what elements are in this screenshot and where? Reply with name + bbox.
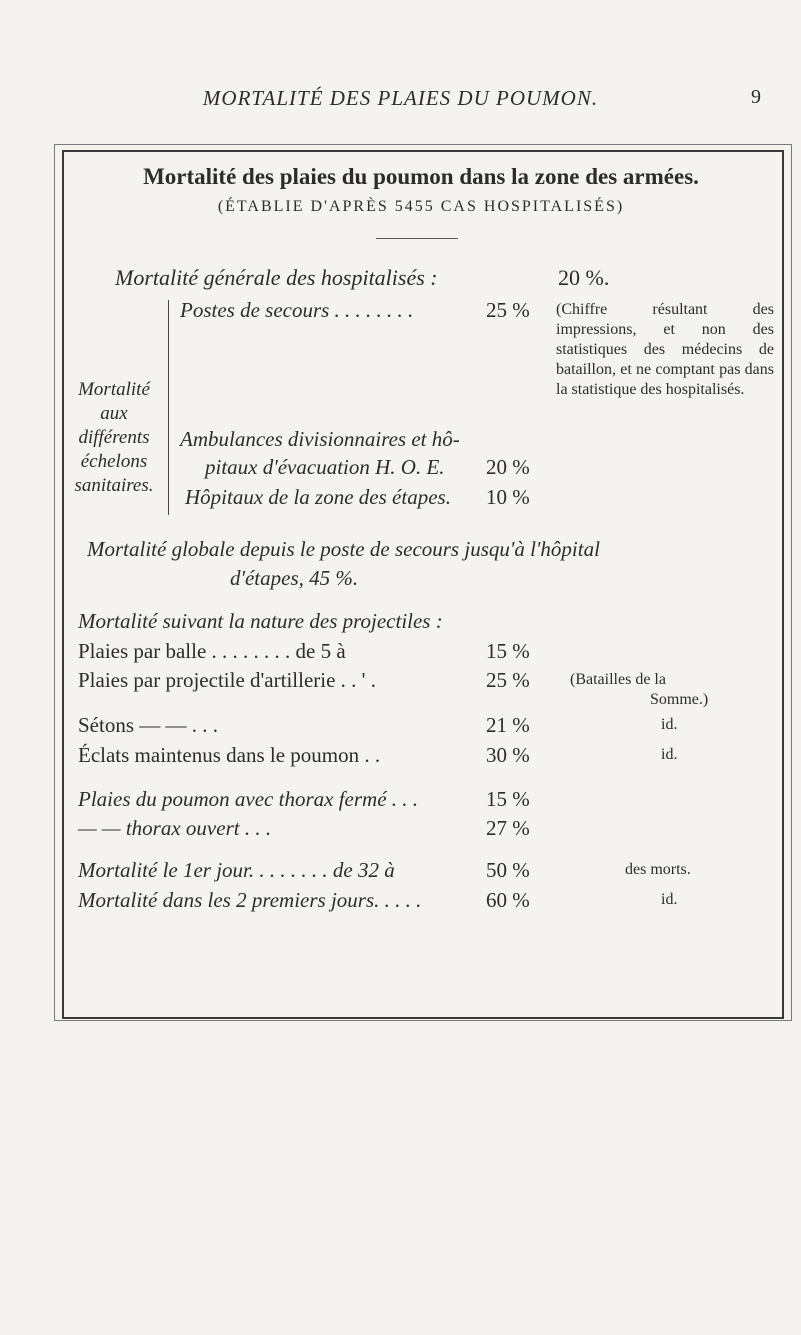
echelon-row-label: pitaux d'évacuation H. O. E. [205, 455, 445, 479]
global-line-1: Mortalité globale depuis le poste de secours jusqu'à l'hôpital [87, 537, 600, 561]
echelon-row-label: Postes de secours . . . . . . . . [180, 298, 414, 322]
echelons-label-line: différents [78, 427, 150, 448]
echelon-row-value: 10 % [486, 485, 530, 509]
echelons-label-line: sanitaires. [74, 475, 154, 496]
projectile-row-note: id. [661, 746, 678, 763]
echelon-row-label: Hôpitaux de la zone des étapes. [185, 485, 451, 509]
days-row-note: des morts. [625, 861, 691, 878]
days-row-label: Mortalité le 1er jour. . . . . . . . de 32 à [78, 858, 395, 882]
echelons-label [68, 378, 160, 498]
days-row-label: Mortalité dans les 2 premiers jours. . . . . [78, 888, 422, 912]
table-title: Mortalité des plaies du poumon dans la zone des armées. [143, 164, 699, 189]
projectile-row-value: 25 % [486, 668, 530, 692]
thorax-row-label: — — thorax ouvert . . . [78, 816, 272, 840]
projectile-row-value: 30 % [486, 743, 530, 767]
projectile-row-note: (Batailles de la [570, 671, 666, 688]
projectile-row-label: Éclats maintenus dans le poumon . . [78, 743, 381, 767]
table-subtitle: (ÉTABLIE D'APRÈS 5455 CAS HOSPITALISÉS) [217, 198, 625, 215]
brace [168, 300, 169, 515]
echelon-row-value: 25 % [486, 298, 530, 322]
thorax-row-label: Plaies du poumon avec thorax fermé . . . [78, 787, 419, 811]
days-row-value: 50 % [486, 858, 530, 882]
projectile-row-label: Sétons — — . . . [78, 713, 219, 737]
projectiles-heading: Mortalité suivant la nature des projectiles : [78, 609, 443, 633]
projectile-row-note: Somme.) [650, 691, 709, 708]
days-row-value: 60 % [486, 888, 530, 912]
projectile-row-value: 21 % [486, 713, 530, 737]
global-line-2: d'étapes, 45 %. [230, 566, 359, 590]
projectile-row-label: Plaies par projectile d'artillerie . . ' . [78, 668, 376, 692]
general-label: Mortalité générale des hospitalisés : [115, 265, 438, 290]
echelons-label-line: échelons [80, 451, 148, 472]
days-row-note: id. [661, 891, 678, 908]
echelons-label-line: Mortalité [78, 379, 150, 400]
projectile-row-label: Plaies par balle . . . . . . . . de 5 à [78, 639, 346, 663]
echelon-row-label: Ambulances divisionnaires et hô- [180, 427, 460, 451]
running-head: MORTALITÉ DES PLAIES DU POUMON. [202, 86, 599, 110]
general-value: 20 %. [558, 265, 610, 290]
echelon-note: (Chiffre résultant des impressions, et non des statistiques des médecins de bataillon, et ne comptant pas dans la statistique des hospitalisés. [556, 301, 774, 398]
echelon-row-value: 20 % [486, 455, 530, 479]
projectile-row-value: 15 % [486, 639, 530, 663]
title-rule [376, 238, 458, 239]
thorax-row-value: 15 % [486, 787, 530, 811]
page-number: 9 [751, 86, 761, 108]
projectile-row-note: id. [661, 716, 678, 733]
thorax-row-value: 27 % [486, 816, 530, 840]
echelons-label-line: aux [100, 403, 128, 424]
